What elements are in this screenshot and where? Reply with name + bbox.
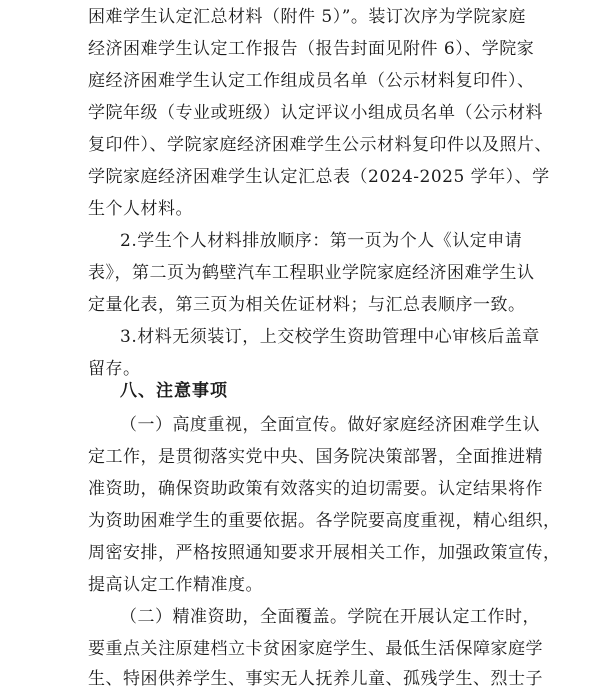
paragraph-line: 3.材料无须装订，上交校学生资助管理中心审核后盖章 bbox=[120, 327, 540, 347]
paragraph-line: 庭经济困难学生认定工作组成员名单（公示材料复印件）、 bbox=[88, 71, 535, 91]
paragraph-line: 生个人材料。 bbox=[88, 199, 193, 219]
paragraph-line: 周密安排，严格按照通知要求开展相关工作，加强政策宣传， bbox=[88, 543, 561, 563]
paragraph-line: 定工作，是贯彻落实党中央、国务院决策部署，全面推进精 bbox=[88, 447, 543, 467]
paragraph-line: 学院家庭经济困难学生认定汇总表（2024-2025 学年）、学 bbox=[88, 167, 550, 187]
paragraph-line: 学院年级（专业或班级）认定评议小组成员名单（公示材料 bbox=[88, 103, 543, 123]
paragraph-line: 准资助，确保资助政策有效落实的迫切需要。认定结果将作 bbox=[88, 479, 543, 499]
paragraph-line: 定量化表，第三页为相关佐证材料；与汇总表顺序一致。 bbox=[88, 295, 526, 315]
paragraph-line: 提高认定工作精准度。 bbox=[88, 575, 263, 595]
paragraph-line: 经济困难学生认定工作报告（报告封面见附件 6）、学院家 bbox=[88, 39, 535, 59]
paragraph-line: 要重点关注原建档立卡贫困家庭学生、最低生活保障家庭学 bbox=[88, 639, 543, 659]
paragraph-line: （一）高度重视，全面宣传。做好家庭经济困难学生认 bbox=[120, 415, 540, 435]
paragraph-line: 表》，第二页为鹤壁汽车工程职业学院家庭经济困难学生认 bbox=[88, 263, 535, 283]
paragraph-line: 2.学生个人材料排放顺序：第一页为个人《认定申请 bbox=[120, 231, 523, 251]
paragraph-line: 生、特困供养学生、事实无人抚养儿童、孤残学生、烈士子 bbox=[88, 669, 543, 689]
paragraph-line: 困难学生认定汇总材料（附件 5）”。装订次序为学院家庭 bbox=[88, 7, 526, 27]
section-heading: 八、注意事项 bbox=[120, 381, 228, 401]
paragraph-line: （二）精准资助，全面覆盖。学院在开展认定工作时， bbox=[120, 607, 540, 627]
paragraph-line: 复印件）、学院家庭经济困难学生公示材料复印件以及照片、 bbox=[88, 135, 552, 155]
paragraph-line: 为资助困难学生的重要依据。各学院要高度重视，精心组织， bbox=[88, 511, 561, 531]
paragraph-line: 留存。 bbox=[88, 359, 141, 379]
